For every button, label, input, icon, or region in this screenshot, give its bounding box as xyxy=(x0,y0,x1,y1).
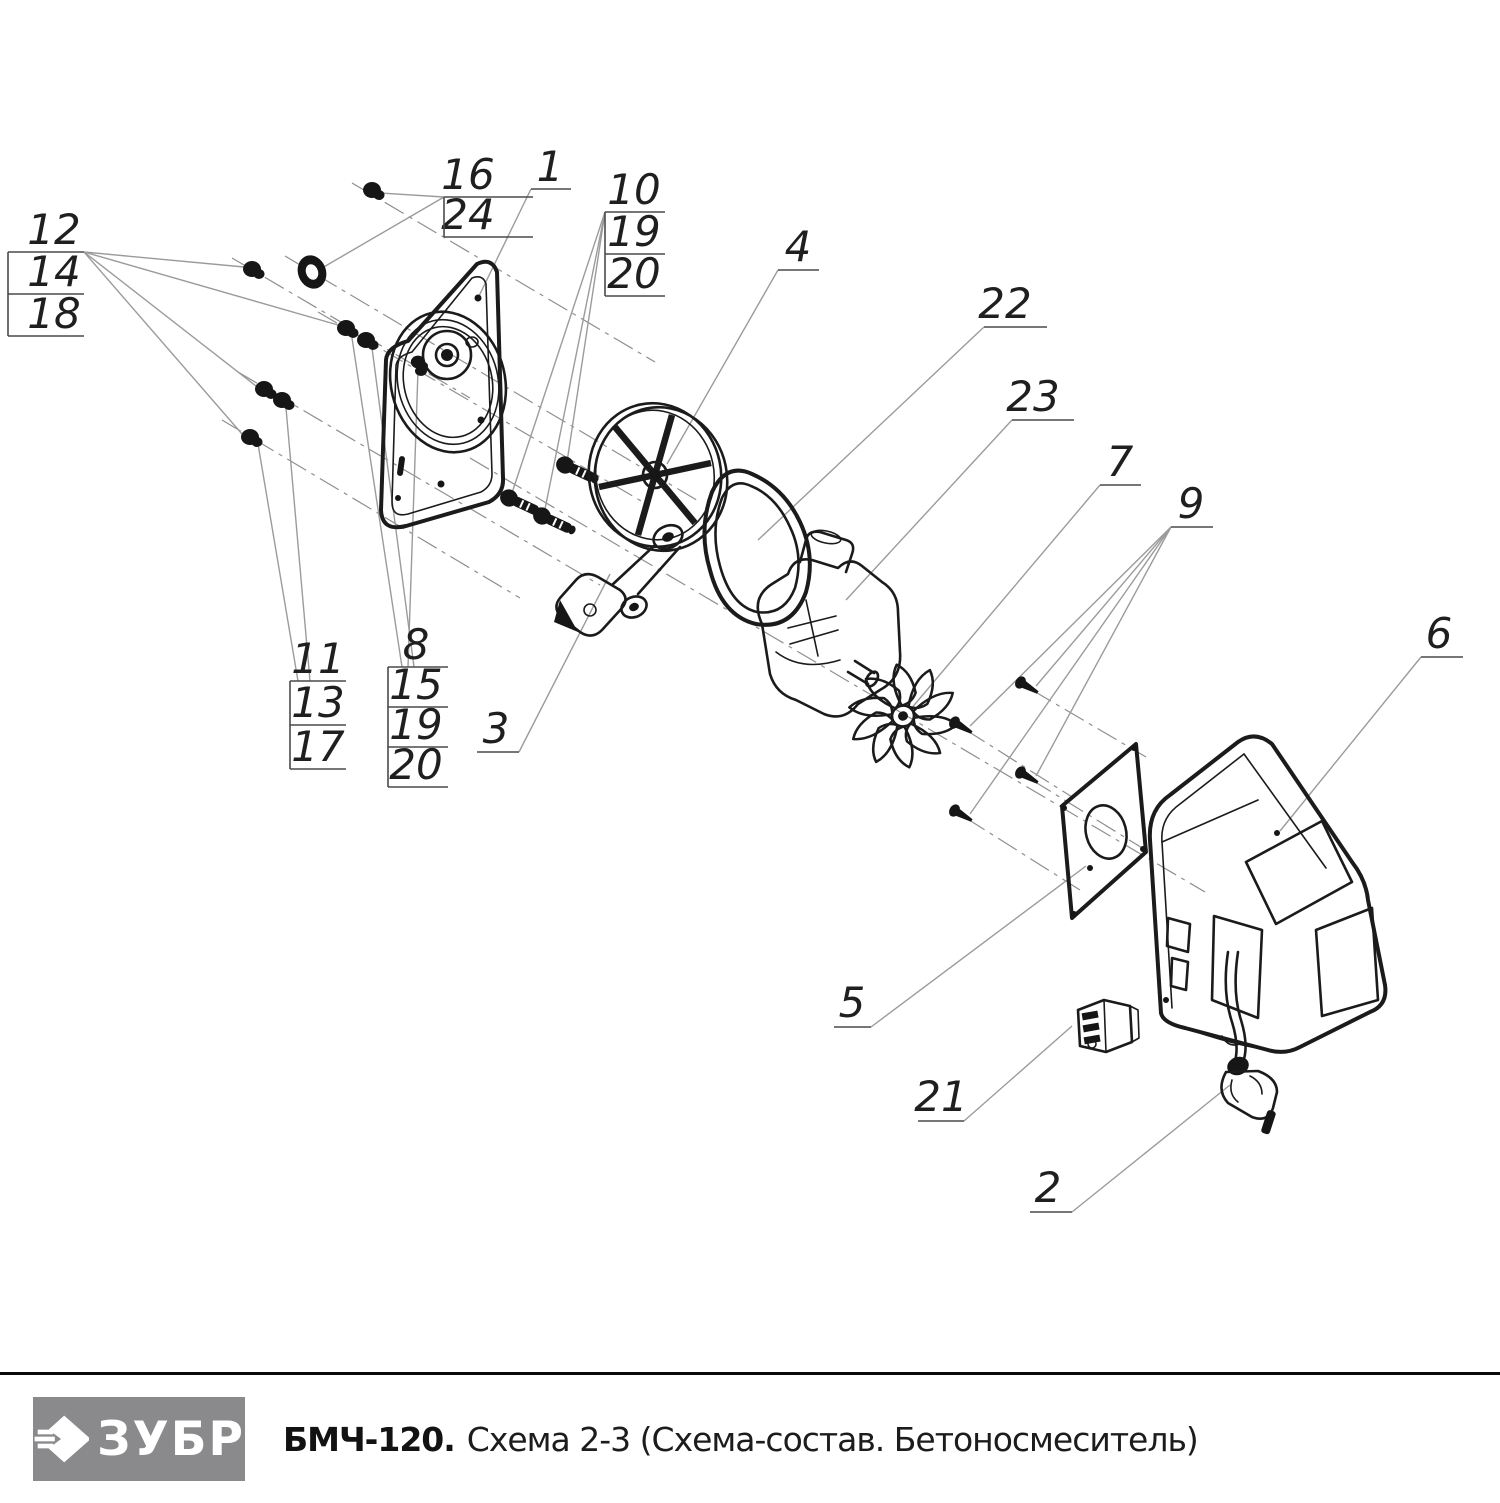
callout-label: 21 xyxy=(914,1072,968,1121)
callout-5 xyxy=(834,978,871,1027)
callout-9 xyxy=(1171,479,1213,528)
washer-24 xyxy=(293,251,331,293)
callout-16-24 xyxy=(441,150,533,239)
callout-label: 8 xyxy=(402,620,430,669)
bearing-plate xyxy=(376,262,521,528)
callout-label: 11 xyxy=(291,634,345,683)
motor-cover xyxy=(1150,736,1386,1051)
callout-21 xyxy=(914,1072,967,1121)
title-block xyxy=(0,1372,1500,1503)
callout-11-13-17 xyxy=(290,634,346,771)
callout-22 xyxy=(978,279,1047,328)
callout-10-19-20 xyxy=(605,165,665,298)
callout-23 xyxy=(1006,372,1074,421)
model-number: БМЧ-120. xyxy=(283,1419,455,1459)
brand-name: ЗУБР xyxy=(97,1411,245,1467)
zubr-diamond-icon xyxy=(33,1397,89,1481)
callout-1 xyxy=(531,142,571,191)
callout-label: 19 xyxy=(607,207,661,256)
callout-label: 20 xyxy=(389,740,443,789)
callout-label: 20 xyxy=(607,249,661,298)
callout-label: 4 xyxy=(784,222,812,271)
callout-label: 13 xyxy=(291,678,345,727)
callout-label: 22 xyxy=(978,279,1032,328)
brand-logo xyxy=(33,1397,245,1481)
callout-label: 23 xyxy=(1006,372,1060,421)
callout-label: 24 xyxy=(441,190,495,239)
cover-screws xyxy=(947,674,1041,826)
nut-16 xyxy=(363,182,385,200)
callout-label: 17 xyxy=(291,722,345,771)
drawing-title xyxy=(283,1420,1198,1459)
center-axis-lines xyxy=(222,183,1205,892)
cooling-fan xyxy=(837,652,968,780)
callout-label: 3 xyxy=(482,704,510,753)
callout-label: 7 xyxy=(1106,437,1134,486)
callout-2 xyxy=(1030,1163,1072,1212)
callout-8-15-19-20 xyxy=(388,620,448,789)
callout-6 xyxy=(1421,609,1463,658)
callout-label: 1 xyxy=(536,142,564,191)
callout-4 xyxy=(778,222,819,271)
callout-label: 9 xyxy=(1177,479,1205,528)
schema-description: Схема 2-3 (Схема-состав. Бетоносмеситель) xyxy=(466,1419,1198,1459)
callout-label: 14 xyxy=(27,247,81,296)
callout-label: 5 xyxy=(838,978,866,1027)
callout-label: 18 xyxy=(27,289,81,338)
fastener-nuts xyxy=(241,182,428,447)
callout-12-14-18 xyxy=(8,205,84,338)
leader-lines xyxy=(84,189,1421,1212)
belt-tensioner xyxy=(554,521,686,636)
callout-7 xyxy=(1100,437,1141,486)
callout-label: 2 xyxy=(1034,1163,1062,1212)
callout-label: 10 xyxy=(607,165,661,214)
callout-label: 15 xyxy=(389,660,443,709)
callout-label: 6 xyxy=(1425,609,1453,658)
switch xyxy=(1078,1000,1139,1052)
mounting-plate xyxy=(1061,744,1146,918)
callout-3 xyxy=(477,704,519,753)
callout-label: 19 xyxy=(389,700,443,749)
callout-label: 16 xyxy=(441,150,495,199)
callout-label: 12 xyxy=(27,205,81,254)
